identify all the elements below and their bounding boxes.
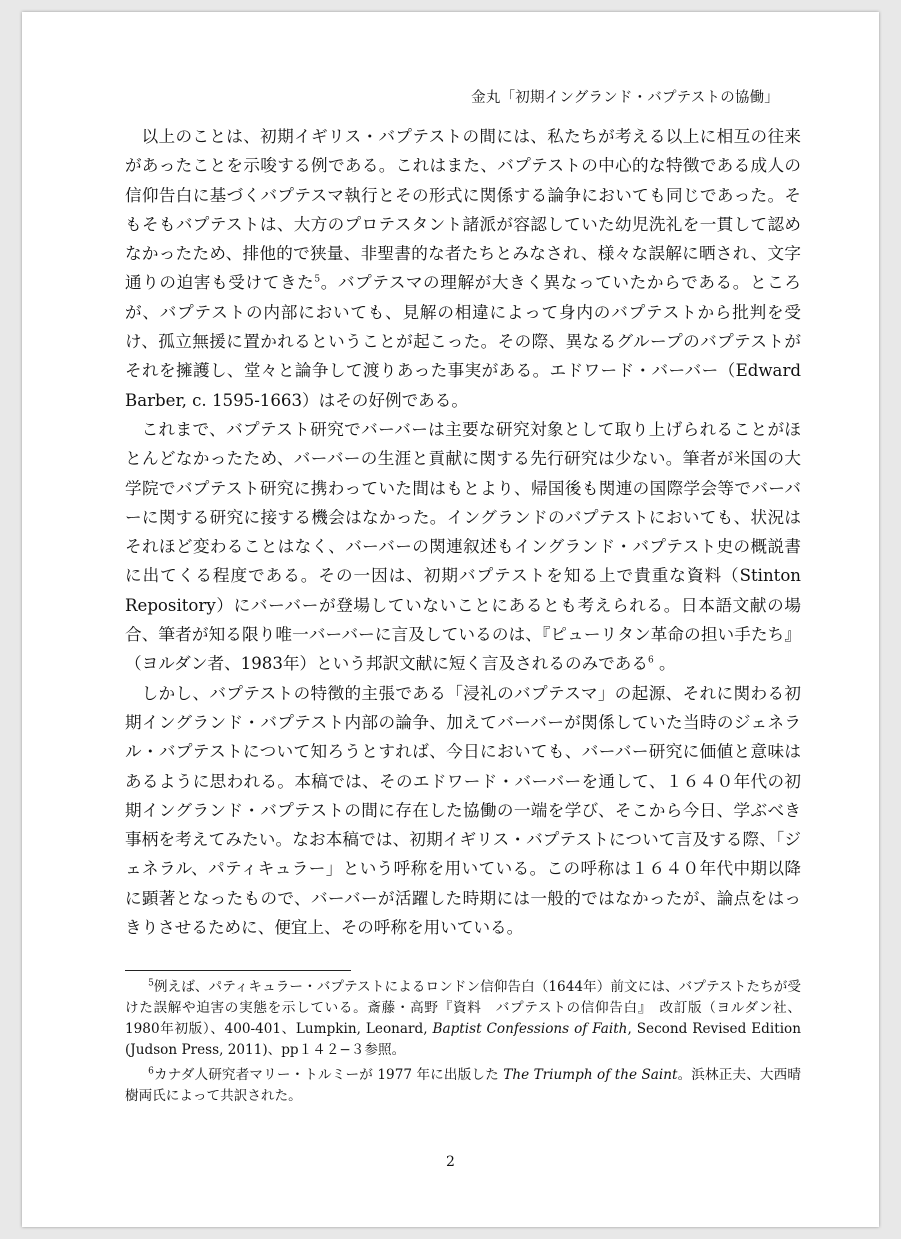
paragraph-3: しかし、バプテストの特徴的主張である「浸礼のバプテスマ」の起源、それに関わる初期イングランド・バプテスト内部の論争、加えてバーバーが関係していた当時のジェネラル・バプテストについて知ろうとすれば、今日においても、バーバー研究に価値と意味はあるように思われる。本稿では、そのエドワード・バーバーを通して、１６４０年代の初期イングランド・バプテストの間に存在した協働の一端を学び、そこから今日、学ぶべき事柄を考えてみたい。なお本稿では、初期イギリス・バプテストについて言及する際、「ジェネラル、パティキュラー」という呼称を用いている。この呼称は１６４０年代中期以降に顕著となったもので、バーバーが活躍した時期には一般的ではなかったが、論点をはっきりさせるために、便宜上、その呼称を用いている。 xyxy=(125,683,801,938)
footnote-5-title: Baptist Confessions of Faith xyxy=(432,1021,628,1037)
footnote-6-title: The Triumph of the Saint xyxy=(503,1067,678,1083)
footnote-ref-6[interactable]: 6 xyxy=(647,655,654,666)
footnotes xyxy=(125,977,801,1111)
footnote-5-text-a: 例えば、パティキュラー・バプテストによるロンドン信仰告白（1644年）前文には、バプテストたちが受けた誤解や迫害の実態を示している。斎藤・高野『資料 バプテストの信仰告白』 改訂版（ヨルダン社、1980年初版）、400-401、Lumpkin, Leonard, xyxy=(125,979,801,1037)
paragraph-2-text-a: これまで、バプテスト研究でバーバーは主要な研究対象として取り上げられることがほとんどなかったため、バーバーの生涯と貢献に関する先行研究は少ない。筆者が米国の大学院でバプテスト研究に携わっていた間はもとより、帰国後も関連の国際学会等でバーバーに関する研究に接する機会はなかった。イングランドのバプテストにおいても、状況はそれほど変わることはなく、バーバーの関連叙述もイングランド・バプテスト史の概説書に出てくる程度である。その一因は、初期バプテストを知る上で貴重な資料（Stinton Repository）にバーバーが登場していないことにあるとも考えられる。日本語文献の場合、筆者が知る限り唯一バーバーに言及しているのは、『ピューリタン革命の担い手たち』（ヨルダン者、1983年）という邦訳文献に短く言及されるのみである xyxy=(125,419,801,674)
paragraph-2 xyxy=(125,415,801,679)
paragraph-1-text-a: 以上のことは、初期イギリス・バプテストの間には、私たちが考える以上に相互の往来があったことを示唆する例である。これはまた、バプテストの中心的な特徴である成人の信仰告白に基づくバプテスマ執行とその形式に関係する論争においても同じであった。そもそもバプテストは、大方のプロテスタント諸派が容認していた幼児洗礼を一貫して認めなかったため、排他的で狭量、非聖書的な者たちとみなされ、様々な誤解に晒され、文字通りの迫害も受けてきた xyxy=(125,127,801,293)
paragraph-2-text-b: 。 xyxy=(653,654,676,674)
body-text xyxy=(125,122,801,942)
footnote-6-text-a: カナダ人研究者マリー・トルミーが 1977 年に出版した xyxy=(153,1067,504,1083)
footnote-ref-5[interactable]: 5 xyxy=(314,274,321,285)
footnote-6-text-b: 。浜林正夫、大西晴樹両氏によって共訳された。 xyxy=(125,1067,801,1104)
paragraph-1 xyxy=(125,122,801,415)
footnote-5 xyxy=(125,977,801,1061)
footnote-divider xyxy=(125,970,351,971)
footnote-6 xyxy=(125,1065,801,1107)
footnote-6-number: 6 xyxy=(148,1066,154,1077)
footnote-5-text-b: , Second Revised Edition (Judson Press, 2011)、pp１４２−３参照。 xyxy=(125,1021,801,1058)
document-page xyxy=(22,12,879,1227)
page-number: 2 xyxy=(446,1154,455,1170)
footnote-5-number: 5 xyxy=(148,978,154,989)
paragraph-1-text-b: 。バプテスマの理解が大きく異なっていたからである。ところが、バプテストの内部においても、見解の相違によって身内のバプテストから批判を受け、孤立無援に置かれるということが起こった。その際、異なるグループのバプテストがそれを擁護し、堂々と論争して渡りあった事実がある。エドワード・バーバー（Edward Barber, c. 1595-1663）はその好例である。 xyxy=(125,273,801,410)
running-header: 金丸「初期イングランド・バプテストの協働」 xyxy=(471,90,779,106)
